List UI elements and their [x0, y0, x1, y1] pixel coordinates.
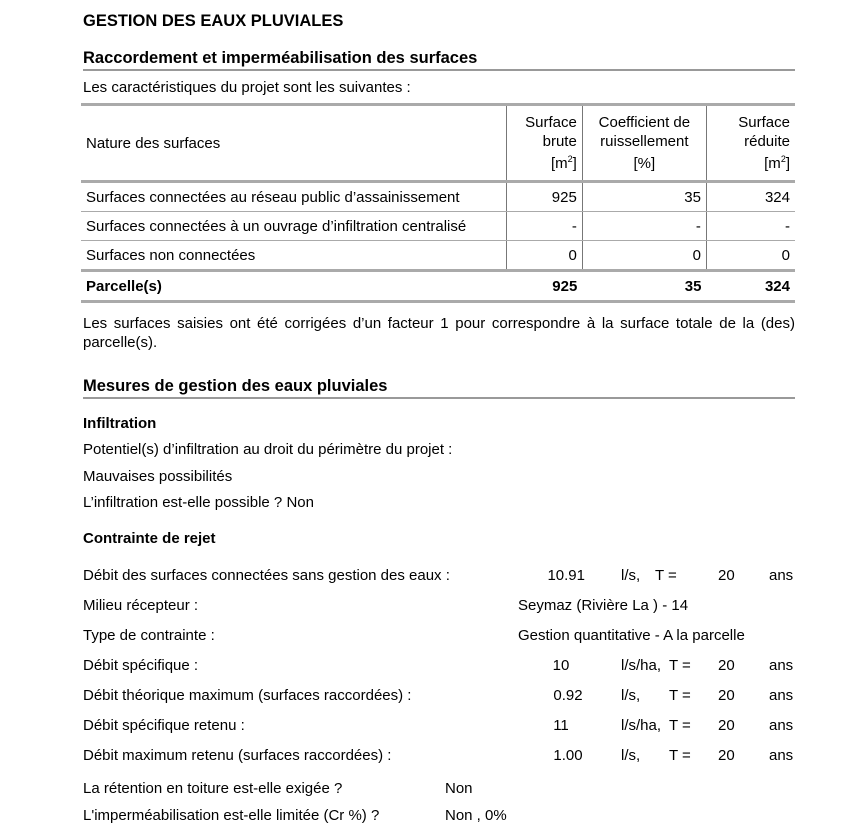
debit-theorique-value: 0.92	[553, 687, 583, 704]
cell-reduite: 324	[706, 182, 795, 212]
cell-nature: Surfaces connectées à un ouvrage d’infiltration centralisé	[81, 212, 507, 241]
debit-specifique-value: 10	[552, 657, 570, 674]
table-row	[81, 241, 795, 271]
return-period-label: T =	[669, 717, 691, 734]
infiltration-possible: L’infiltration est-elle possible ? Non	[83, 494, 314, 511]
section-heading-mesures: Mesures de gestion des eaux pluviales	[83, 377, 795, 399]
return-period-years: 20	[718, 717, 735, 734]
years-unit: ans	[769, 657, 794, 674]
table-total-row	[81, 271, 795, 302]
unit: l/s/ha,	[621, 717, 662, 734]
unit: l/s,	[621, 687, 641, 704]
total-coef: 35	[582, 271, 706, 302]
unit: l/s,	[621, 567, 641, 584]
header-nature: Nature des surfaces	[81, 105, 507, 182]
return-period-years: 20	[718, 687, 735, 704]
milieu-recepteur-label: Milieu récepteur :	[83, 597, 199, 614]
debit-maximum-retenu-value: 1.00	[553, 747, 583, 764]
correction-note: Les surfaces saisies ont été corrigées d’un facteur 1 pour correspondre à la surface totale de la (des) parcelle(s).	[83, 315, 795, 351]
debit-theorique-label: Débit théorique maximum (surfaces raccordées) :	[83, 687, 412, 704]
cell-reduite: -	[706, 212, 795, 241]
debit-specifique-label: Débit spécifique :	[83, 657, 199, 674]
table-row	[81, 212, 795, 241]
impermeabilisation-value: Non , 0%	[445, 807, 507, 824]
cell-brute: -	[507, 212, 583, 241]
return-period-label: T =	[669, 657, 691, 674]
return-period-years: 20	[718, 657, 735, 674]
debit-specifique-retenu-value: 11	[553, 717, 569, 734]
header-coefficient: Coefficient de ruissellement [%]	[582, 105, 706, 182]
debit-maximum-retenu-label: Débit maximum retenu (surfaces raccordées) :	[83, 747, 392, 764]
return-period-years: 20	[718, 567, 735, 584]
years-unit: ans	[769, 687, 794, 704]
header-surface-brute: Surface brute $[m^2]$	[507, 105, 583, 182]
contrainte-heading: Contrainte de rejet	[83, 530, 216, 547]
cell-coef: 35	[582, 182, 706, 212]
retention-toiture-value: Non	[445, 780, 473, 797]
cell-coef: 0	[582, 241, 706, 271]
cell-reduite: 0	[706, 241, 795, 271]
debit-sans-gestion-value: 10.91	[547, 567, 585, 584]
years-unit: ans	[769, 747, 794, 764]
surfaces-table	[81, 103, 795, 303]
unit: l/s,	[621, 747, 641, 764]
cell-nature: Surfaces connectées au réseau public d’assainissement	[81, 182, 507, 212]
section-heading-raccordement: Raccordement et imperméabilisation des surfaces	[83, 49, 795, 71]
impermeabilisation-label: L'imperméabilisation est-elle limitée (Cr %) ?	[83, 807, 380, 824]
milieu-recepteur-value: Seymaz (Rivière La ) - 14	[518, 597, 689, 614]
infiltration-heading: Infiltration	[83, 415, 157, 432]
debit-sans-gestion-label: Débit des surfaces connectées sans gestion des eaux :	[83, 567, 450, 584]
cell-coef: -	[582, 212, 706, 241]
unit: l/s/ha,	[621, 657, 662, 674]
years-unit: ans	[769, 717, 794, 734]
return-period-label: T =	[669, 687, 691, 704]
cell-brute: 0	[507, 241, 583, 271]
return-period-label: T =	[655, 567, 677, 584]
retention-toiture-label: La rétention en toiture est-elle exigée ?	[83, 780, 343, 797]
type-contrainte-value: Gestion quantitative - A la parcelle	[518, 627, 745, 644]
total-reduite: 324	[706, 271, 795, 302]
intro-text: Les caractéristiques du projet sont les suivantes :	[83, 79, 411, 96]
years-unit: ans	[769, 567, 794, 584]
cell-nature: Surfaces non connectées	[81, 241, 507, 271]
total-label: Parcelle(s)	[81, 271, 507, 302]
infiltration-potentiel-label: Potentiel(s) d’infiltration au droit du périmètre du projet :	[83, 441, 453, 458]
table-header-row	[81, 105, 795, 182]
return-period-label: T =	[669, 747, 691, 764]
header-surface-reduite: Surface réduite $[m^2]$	[706, 105, 795, 182]
type-contrainte-label: Type de contrainte :	[83, 627, 215, 644]
total-brute: 925	[507, 271, 583, 302]
document-title: GESTION DES EAUX PLUVIALES	[83, 12, 344, 30]
infiltration-potentiel-value: Mauvaises possibilités	[83, 468, 233, 485]
table-row	[81, 182, 795, 212]
return-period-years: 20	[718, 747, 735, 764]
cell-brute: 925	[507, 182, 583, 212]
debit-specifique-retenu-label: Débit spécifique retenu :	[83, 717, 245, 734]
